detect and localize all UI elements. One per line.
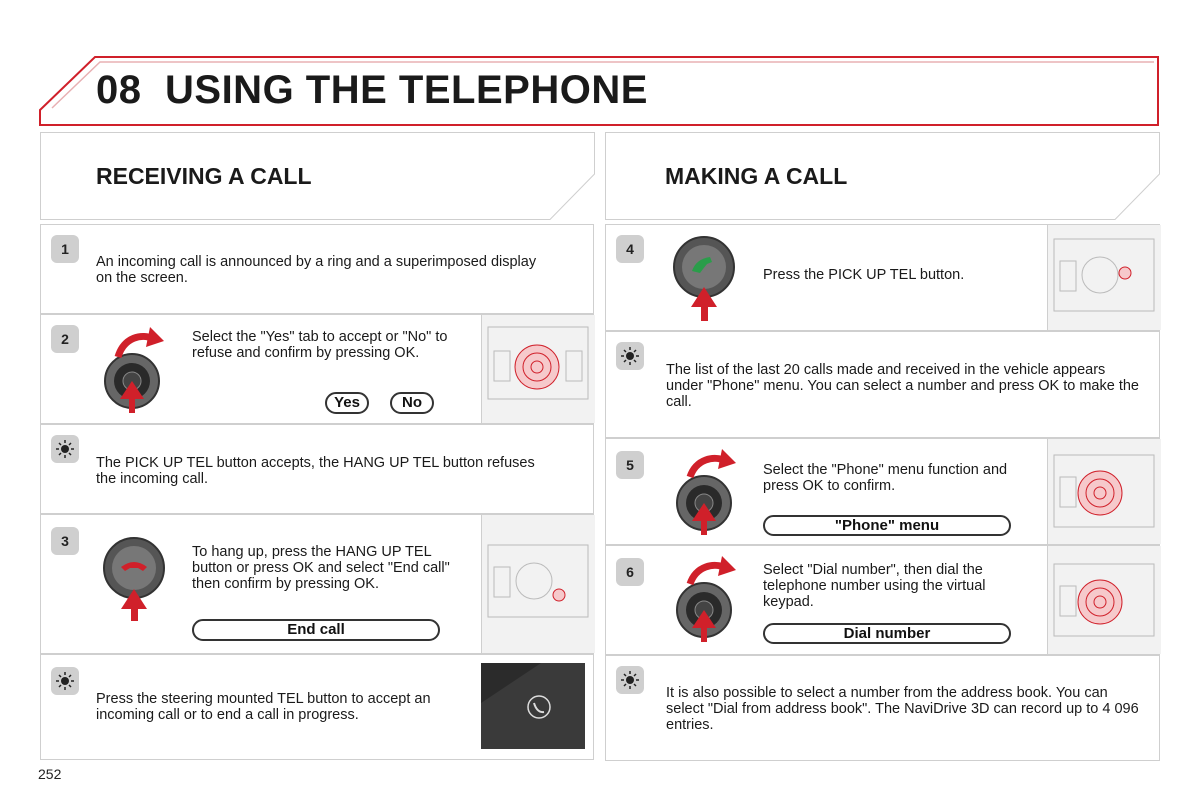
chapter-title: USING THE TELEPHONE: [165, 68, 648, 112]
step-badge: 3: [51, 527, 79, 555]
console-panel-image: [481, 515, 595, 653]
step-badge: 5: [616, 451, 644, 479]
step-6-box: [605, 545, 1160, 655]
tip-badge: [616, 342, 644, 370]
phone-menu-option[interactable]: "Phone" menu: [763, 515, 1011, 536]
pick-up-button-icon: [670, 235, 742, 331]
tip-right-2-box: [605, 655, 1160, 761]
tip-badge: [51, 667, 79, 695]
hang-up-button-icon: [101, 533, 171, 641]
tip-2-text: Press the steering mounted TEL button to accept an incoming call or to end a call in progress.: [96, 691, 431, 723]
step-3-box: [40, 514, 594, 654]
step-1-box: [40, 224, 594, 314]
tip-badge: [616, 666, 644, 694]
console-illustration: [482, 515, 595, 653]
making-section-title: MAKING A CALL: [665, 163, 848, 189]
no-tab[interactable]: No: [390, 392, 434, 414]
end-call-option[interactable]: End call: [192, 619, 440, 641]
lightbulb-icon: [620, 346, 640, 366]
console-panel-image: [1047, 439, 1161, 544]
tip-1-box: [40, 424, 594, 514]
tip-2-box: [40, 654, 594, 760]
lightbulb-icon: [620, 670, 640, 690]
step-4-text: Press the PICK UP TEL button.: [763, 267, 965, 283]
chapter-number: 08: [96, 68, 142, 112]
tip-right-2-text: It is also possible to select a number from the address book. You can select "Dial from address book". The NaviDrive 3D can record up to 4 096 entries.: [666, 685, 1139, 733]
step-2-box: [40, 314, 594, 424]
dial-number-option[interactable]: Dial number: [763, 623, 1011, 644]
console-illustration: [1048, 439, 1161, 544]
receiving-section-title: RECEIVING A CALL: [96, 163, 312, 189]
step-badge: 4: [616, 235, 644, 263]
knob-icon: [670, 548, 750, 652]
console-illustration: [1048, 546, 1161, 654]
step-4-box: [605, 224, 1160, 331]
step-badge: 1: [51, 235, 79, 263]
yes-tab[interactable]: Yes: [325, 392, 369, 414]
knob-icon: [96, 319, 176, 423]
step-1-text: An incoming call is announced by a ring and a superimposed display on the screen.: [96, 254, 537, 286]
steering-phone-icon: [481, 663, 585, 749]
console-panel-image: [481, 315, 595, 423]
step-5-box: [605, 438, 1160, 545]
console-illustration: [482, 315, 595, 423]
tip-right-1-box: [605, 331, 1160, 438]
steering-tel-photo: [481, 663, 585, 749]
step-3-text: To hang up, press the HANG UP TEL button or press OK and select "End call" then confirm by pressing OK.: [192, 544, 450, 592]
page-number: 252: [38, 766, 62, 782]
step-2-text: Select the "Yes" tab to accept or "No" to refuse and confirm by pressing OK.: [192, 329, 448, 361]
step-5-text: Select the "Phone" menu function and press OK to confirm.: [763, 462, 1008, 494]
step-badge: 6: [616, 558, 644, 586]
tip-badge: [51, 435, 79, 463]
console-panel-image: [1047, 546, 1161, 654]
step-badge: 2: [51, 325, 79, 353]
console-illustration: [1048, 225, 1161, 330]
tip-right-1-text: The list of the last 20 calls made and received in the vehicle appears under "Phone" menu. You can select a number and press OK to make the call.: [666, 362, 1139, 410]
lightbulb-icon: [55, 671, 75, 691]
knob-icon: [670, 441, 750, 545]
console-panel-image: [1047, 225, 1161, 330]
lightbulb-icon: [55, 439, 75, 459]
tip-1-text: The PICK UP TEL button accepts, the HANG UP TEL button refuses the incoming call.: [96, 455, 535, 487]
step-6-text: Select "Dial number", then dial the telephone number using the virtual keypad.: [763, 562, 986, 610]
